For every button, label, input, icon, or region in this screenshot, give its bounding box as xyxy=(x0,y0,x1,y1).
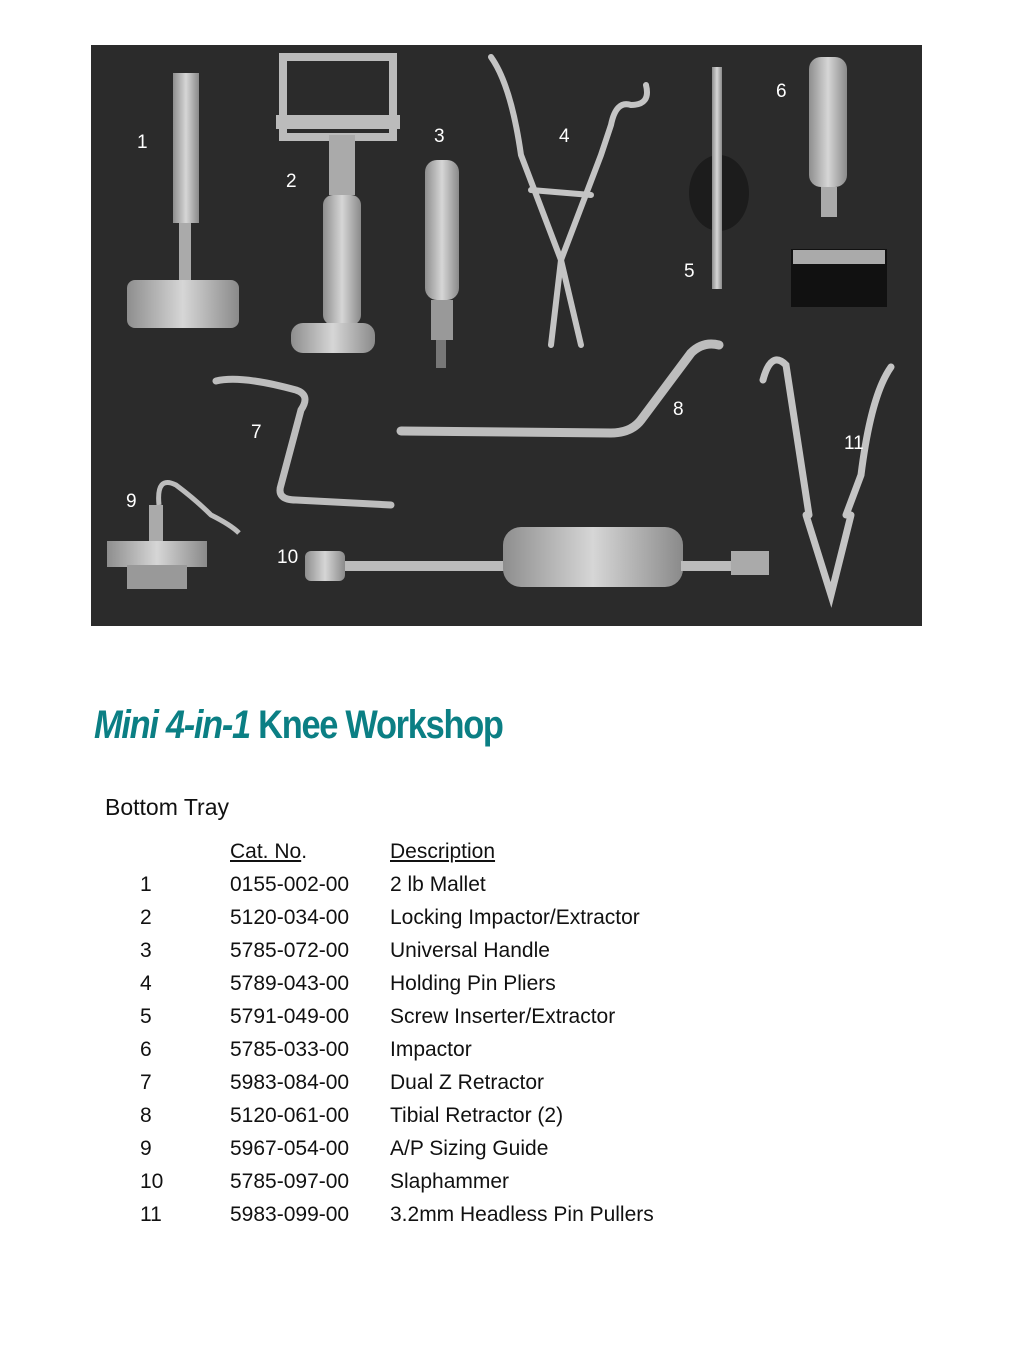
row-number: 11 xyxy=(140,1203,162,1226)
row-cat-no: 5791-049-00 xyxy=(230,1005,350,1028)
section-heading: Bottom Tray xyxy=(105,794,229,820)
row-cat-no: 5785-072-00 xyxy=(230,939,350,962)
row-description: Dual Z Retractor xyxy=(390,1071,545,1094)
callout-7: 7 xyxy=(251,422,262,443)
row-number: 8 xyxy=(140,1104,152,1127)
row-cat-no: 5967-054-00 xyxy=(230,1137,350,1160)
row-description: 3.2mm Headless Pin Pullers xyxy=(390,1203,654,1226)
row-description: A/P Sizing Guide xyxy=(390,1137,549,1160)
row-number: 2 xyxy=(140,906,152,929)
row-number: 3 xyxy=(140,939,152,962)
instrument-tray-photo xyxy=(91,45,922,626)
row-cat-no: 0155-002-00 xyxy=(230,873,350,896)
row-number: 4 xyxy=(140,972,152,995)
row-description: Universal Handle xyxy=(390,939,550,962)
row-cat-no: 5983-084-00 xyxy=(230,1071,350,1094)
header-cat-no-suffix: . xyxy=(301,840,308,863)
row-description: Screw Inserter/Extractor xyxy=(390,1005,616,1028)
row-cat-no: 5983-099-00 xyxy=(230,1203,350,1226)
row-number: 7 xyxy=(140,1071,152,1094)
row-description: Tibial Retractor (2) xyxy=(390,1104,564,1127)
row-description: Slaphammer xyxy=(390,1170,510,1193)
callout-4: 4 xyxy=(559,126,570,147)
title-regular-part: Knee Workshop xyxy=(258,703,503,747)
header-description-text: Description xyxy=(390,840,496,863)
callout-2: 2 xyxy=(286,171,297,192)
row-description: Holding Pin Pliers xyxy=(390,972,556,995)
row-cat-no: 5120-034-00 xyxy=(230,906,350,929)
callout-1: 1 xyxy=(137,132,148,153)
row-description: Locking Impactor/Extractor xyxy=(390,906,640,929)
callout-9: 9 xyxy=(126,491,137,512)
callout-3: 3 xyxy=(434,126,445,147)
row-number: 1 xyxy=(140,873,152,896)
row-number: 9 xyxy=(140,1137,152,1160)
title-italic-part: Mini 4-in-1 xyxy=(94,703,250,747)
header-description xyxy=(390,840,495,864)
row-description: 2 lb Mallet xyxy=(390,873,486,896)
callout-5: 5 xyxy=(684,261,695,282)
row-cat-no: 5789-043-00 xyxy=(230,972,350,995)
callout-6: 6 xyxy=(776,81,787,102)
row-cat-no: 5785-033-00 xyxy=(230,1038,350,1061)
callout-11: 11 xyxy=(844,433,864,454)
row-cat-no: 5785-097-00 xyxy=(230,1170,350,1193)
header-cat-no xyxy=(230,840,307,864)
callout-8: 8 xyxy=(673,399,684,420)
row-number: 6 xyxy=(140,1038,152,1061)
row-description: Impactor xyxy=(390,1038,472,1061)
row-number: 10 xyxy=(140,1170,164,1193)
page-title xyxy=(94,703,503,748)
header-cat-no-text: Cat. No xyxy=(230,840,302,863)
row-cat-no: 5120-061-00 xyxy=(230,1104,350,1127)
row-number: 5 xyxy=(140,1005,152,1028)
callout-10: 10 xyxy=(277,547,299,568)
